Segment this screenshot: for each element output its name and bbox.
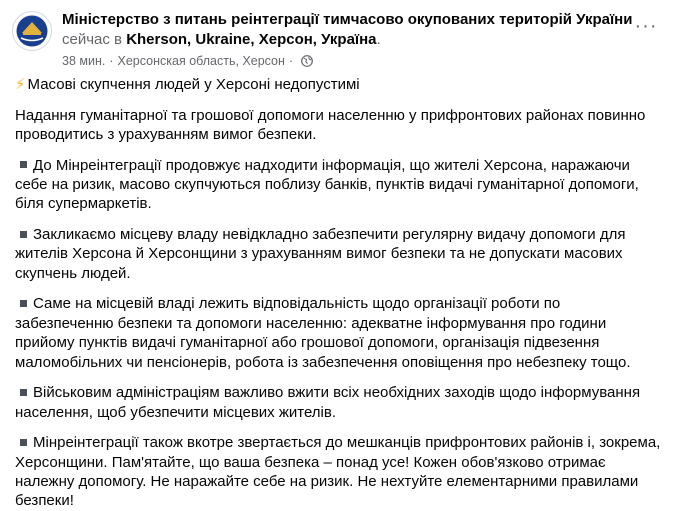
bullet-text: Військовим адміністраціям важливо вжити всіх необхідних заходів щодо інформування населення, щоб убезпечити місцевих жителів. [15, 384, 641, 421]
checkin-prefix: сейчас в [62, 31, 123, 48]
page-name-link[interactable]: Міністерство з питань реінтеграції тимчасово окупованих територій України [62, 11, 633, 28]
author-line [62, 10, 633, 30]
checkin-place-link[interactable]: Kherson, Ukraine, Херсон, Україна [126, 31, 377, 48]
intro-paragraph: Надання гуманітарної та грошової допомоги населенню у прифронтових районах повинно проводитись з урахуванням вимог безпеки. [15, 106, 646, 143]
page-avatar[interactable] [12, 11, 52, 51]
black-square-icon [20, 161, 27, 168]
more-options-icon: ··· [634, 15, 658, 37]
bullet-paragraph [15, 433, 662, 511]
bullet-paragraph [15, 225, 662, 283]
post-time-link[interactable]: 38 мин. [62, 54, 106, 68]
post-body [15, 75, 662, 511]
bullet-paragraph [15, 383, 662, 422]
bullet-text: Саме на місцевій владі лежить відповідальність щодо організації роботи по забезпеченню безпеки та допомоги населенню: адекватне інформування про години прийому пунктів видачі гуманітарної або грошової допомоги, організація підвезення маломобільних чи пенсіонерів, робота із забезпечення оповіщення про небезпеку тощо. [15, 295, 631, 371]
meta-separator: · [288, 54, 294, 68]
headline [15, 75, 662, 94]
bullet-text: Мінреінтеграції також вкотре звертається до мешканців прифронтових районів і, зокрема, Херсонщини. Пам'ятайте, що ваша безпека – понад усе! Кожен обов'язково отримає належну допомогу. Не наражайте себе на ризик. Не нехтуйте елементарними правилами безпеки! [15, 434, 661, 510]
black-square-icon [20, 300, 27, 307]
checkin-line [62, 30, 381, 50]
black-square-icon [20, 439, 27, 446]
meta-separator: · [109, 54, 114, 68]
more-options-button[interactable] [628, 8, 664, 44]
bullet-paragraph [15, 156, 662, 214]
post-meta [62, 53, 313, 69]
lightning-icon: ⚡ [15, 76, 26, 93]
post-location-link[interactable]: Херсонская область, Херсон [117, 54, 285, 68]
bullet-text: До Мінреінтеграції продовжує надходити інформація, що жителі Херсона, наражаючи себе на ризик, масово скупчуються поблизу банків, пунктів видачі гуманітарної допомоги, біля супермаркетів. [15, 156, 639, 213]
checkin-suffix: . [376, 31, 381, 48]
bullet-text: Закликаємо місцеву владу невідкладно забезпечити регулярну видачу допомоги для жителів Херсона й Херсонщини з урахуванням вимог безпеки та не допускати масових скупчень людей. [15, 226, 626, 282]
headline-text: Масові скупчення людей у Херсоні недопустимі [27, 76, 360, 93]
black-square-icon [20, 231, 27, 238]
bullet-paragraph [15, 294, 662, 372]
post-header [12, 8, 664, 68]
globe-icon[interactable] [301, 55, 313, 67]
ministry-logo-icon [13, 12, 51, 50]
black-square-icon [20, 389, 27, 396]
